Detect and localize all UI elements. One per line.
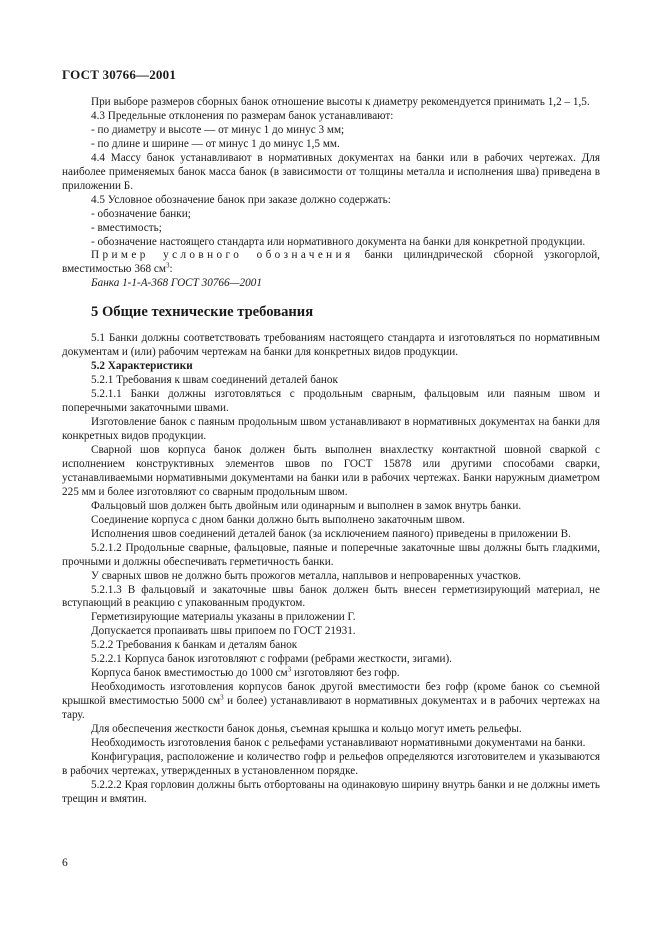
paragraph-gost-21931: Допускается пропаивать швы припоем по ГОСТ 21931. [91,625,356,638]
capacity-1000-tail: изготовляют без гофр. [291,667,400,680]
paragraph-5-1: 5.1 Банки должны соответствовать требованиям настоящего стандарта и изготовляться по нормативным документам и (или) рабочим чертежам на банки для конкретных видов продукции. [62,332,600,359]
paragraph-appendix-g: Герметизирующие материалы указаны в приложении Г. [91,611,356,624]
paragraph-5-2-1-3: 5.2.1.3 В фальцовый и закаточные швы банок должен быть внесен герметизирующий материал, не вступающий в реакцию с упакованным продуктом. [62,583,600,610]
list-item-designation: - обозначение банки; [91,207,191,220]
capacity-1000-text: Корпуса банок вместимостью до 1000 см [91,667,288,680]
section-title: 5 Общие технические требования [91,304,314,321]
other-capacity-text: Необходимость изготовления корпусов банок другой вместимости без гофр (кроме банок со съемной крышкой вместимостью 5000 см [62,681,600,708]
example-label: Пример условного обозначения [91,249,354,262]
paragraph-5-2-2-1: 5.2.2.1 Корпуса банок изготовляют с гофрами (ребрами жесткости, зигами). [91,653,452,666]
capacity-1000-sup: 3 [287,665,292,674]
example-designation: Банка 1-1-А-368 ГОСТ 30766—2001 [91,277,262,290]
paragraph-4-5: 4.5 Условное обозначение банок при заказе должно содержать: [91,193,391,206]
page-content [62,96,600,807]
paragraph-relief: Необходимость изготовления банок с рельефами устанавливают нормативными документами на банки. [91,736,586,749]
other-capacity-sup: 3 [220,693,224,702]
example-colon: : [169,263,173,276]
list-item-standard: - обозначение настоящего стандарта или нормативного документа на банки для конкретной продукции. [91,235,586,248]
page-number: 6 [62,857,68,869]
list-item-diameter-height: - по диаметру и высоте — от минус 1 до минус 3 мм; [91,123,345,136]
list-item-length-width: - по длине и ширине — от минус 1 до минус 1,5 мм. [91,137,340,150]
paragraph-height-ratio: При выборе размеров сборных банок отношение высоты к диаметру рекомендуется принимать 1,2 – 1,5. [91,96,590,108]
paragraph-5-2-1-1: 5.2.1.1 Банки должны изготовляться с продольным сварным, фальцовым или паяным швом и поперечными закаточными швами. [62,388,600,415]
example-superscript: 3 [165,261,170,270]
paragraph-5-2-2-2: 5.2.2.2 Края горловин должны быть отбортованы на одинаковую ширину внутрь банки и не должны иметь трещин и вмятин. [62,778,600,805]
paragraph-4-4: 4.4 Массу банок устанавливают в нормативных документах на банки или в рабочих чертежах. Для наиболее применяемых банок масса банок (в зависимости от толщины металла и исполнения шва) приведена в приложении Б. [62,151,600,192]
paragraph-bottom-joint: Соединение корпуса с дном банки должно быть выполнено закаточным швом. [91,513,465,526]
page-header-standard-code: ГОСТ 30766—2001 [62,67,177,82]
paragraph-5-2-2: 5.2.2 Требования к банкам и деталям банок [91,639,298,652]
list-item-capacity: - вместимость; [91,221,162,234]
example-paragraph [62,249,600,277]
heading-5-2: 5.2 Характеристики [91,360,193,373]
other-capacity-tail: и более) устанавливают в нормативных документах и в рабочих чертежах на тару. [62,695,600,722]
paragraph-other-capacity [62,681,600,723]
paragraph-rigidity: Для обеспечения жесткости банок донья, съемная крышка и кольцо могут иметь рельефы. [91,723,522,736]
paragraph-appendix-v: Исполнения швов соединений деталей банок (за исключением паяного) приведены в приложении В. [91,527,571,540]
paragraph-configuration: Конфигурация, расположение и количество гофр и рельефов определяются изготовителем и указываются в рабочих чертежах, утвержденных в установленном порядке. [62,750,600,777]
paragraph-5-2-1: 5.2.1 Требования к швам соединений деталей банок [91,374,338,387]
paragraph-4-3: 4.3 Предельные отклонения по размерам банок устанавливают: [91,109,394,122]
paragraph-capacity-1000 [62,667,600,681]
paragraph-burn-through: У сварных швов не должно быть прожогов металла, наплывов и непроваренных участков. [91,569,521,582]
paragraph-solder-seam: Изготовление банок с паяным продольным швом устанавливают в нормативных документах на банки для конкретных видов продукции. [62,416,600,443]
paragraph-fold-seam: Фальцовый шов должен быть двойным или одинарным и выполнен в замок внутрь банки. [91,499,522,512]
paragraph-weld-seam: Сварной шов корпуса банок должен быть выполнен внахлестку контактной шовной сваркой с исполнением конструктивных элементов швов по ГОСТ 15878 или другими способами сварки, устанавливаемыми нормативными документами на банки или в рабочих чертежах. Банки наружным диаметром 225 мм и более изготовляют со сварным продольным швом. [62,443,600,498]
example-text: банки цилиндрической сборной узкогорлой, вместимостью 368 см [62,249,600,276]
paragraph-5-2-1-2: 5.2.1.2 Продольные сварные, фальцовые, паяные и поперечные закаточные швы должны быть гладкими, прочными и должны обеспечивать герметичность банки. [62,541,600,568]
